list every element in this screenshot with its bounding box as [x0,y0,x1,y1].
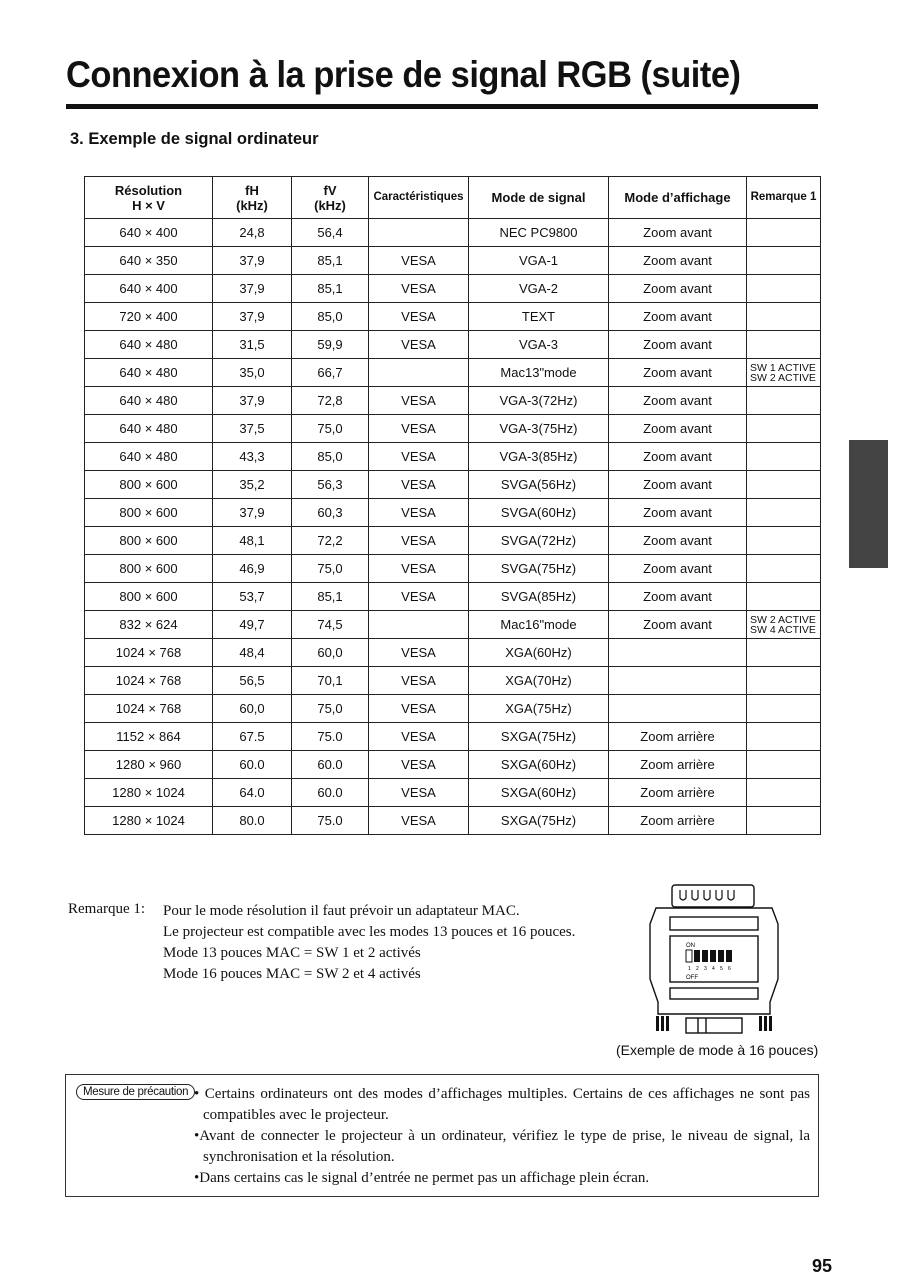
cell-char: VESA [369,275,469,303]
cell-fh: 67.5 [213,723,292,751]
cell-char: VESA [369,303,469,331]
cell-signal: SVGA(60Hz) [469,499,609,527]
cell-fh: 37,9 [213,499,292,527]
cell-char [369,359,469,387]
cell-char: VESA [369,695,469,723]
cell-char: VESA [369,387,469,415]
remark-line: Mode 16 pouces MAC = SW 2 et 4 activés [163,966,421,982]
remark-line: Mode 13 pouces MAC = SW 1 et 2 activés [163,945,421,961]
cell-fv: 59,9 [292,331,369,359]
cell-remark [747,331,821,359]
cell-fh: 64.0 [213,779,292,807]
cell-fv: 72,8 [292,387,369,415]
switch-number: 1 [688,966,691,972]
cell-fh: 46,9 [213,555,292,583]
table-row [85,583,821,611]
cell-res: 640 × 480 [85,331,213,359]
table-row [85,499,821,527]
cell-signal: SVGA(85Hz) [469,583,609,611]
cell-signal: VGA-3(75Hz) [469,415,609,443]
cell-char: VESA [369,247,469,275]
cell-fv: 75,0 [292,695,369,723]
cell-remark [747,667,821,695]
cell-fh: 48,4 [213,639,292,667]
switch-number: 3 [704,966,707,972]
cell-signal: Mac13"mode [469,359,609,387]
table-row [85,471,821,499]
cell-fv: 56,3 [292,471,369,499]
cell-res: 1280 × 960 [85,751,213,779]
table-row [85,387,821,415]
cell-res: 640 × 480 [85,359,213,387]
cell-res: 1152 × 864 [85,723,213,751]
table-row [85,667,821,695]
cell-char: VESA [369,667,469,695]
cell-char: VESA [369,723,469,751]
cell-fh: 56,5 [213,667,292,695]
cell-fv: 70,1 [292,667,369,695]
cell-signal: SXGA(60Hz) [469,751,609,779]
cell-fv: 75,0 [292,415,369,443]
cell-remark [747,303,821,331]
cell-remark [747,639,821,667]
cell-signal: TEXT [469,303,609,331]
col-fh [213,177,292,219]
cell-res: 800 × 600 [85,471,213,499]
cell-signal: VGA-2 [469,275,609,303]
cell-fv: 72,2 [292,527,369,555]
cell-display: Zoom arrière [609,807,747,835]
cell-display: Zoom avant [609,359,747,387]
cell-remark [747,611,821,639]
cell-fh: 37,9 [213,303,292,331]
cell-res: 832 × 624 [85,611,213,639]
cell-signal: SVGA(56Hz) [469,471,609,499]
cell-char: VESA [369,751,469,779]
header-text: (kHz) [236,197,268,213]
table-row [85,331,821,359]
cell-fh: 37,9 [213,387,292,415]
cell-display: Zoom avant [609,275,747,303]
cell-fv: 60,3 [292,499,369,527]
cell-fh: 60.0 [213,751,292,779]
table-row [85,807,821,835]
cell-display: Zoom arrière [609,723,747,751]
cell-remark [747,471,821,499]
table-row [85,247,821,275]
cell-fv: 85,1 [292,247,369,275]
col-characteristics: Caractéristiques [369,177,469,219]
cell-remark [747,387,821,415]
caution-item: •Avant de connecter le projecteur à un ordinateur, vérifiez le type de prise, le niveau de signal, la synchronisation et la résolution. [194,1128,810,1165]
cell-remark [747,219,821,247]
cell-remark [747,415,821,443]
cell-remark [747,723,821,751]
cell-signal: VGA-1 [469,247,609,275]
cell-char: VESA [369,583,469,611]
switch-number: 4 [712,966,715,972]
cell-display: Zoom avant [609,527,747,555]
cell-fv: 85,1 [292,583,369,611]
cell-res: 640 × 350 [85,247,213,275]
cell-fh: 49,7 [213,611,292,639]
cell-char: VESA [369,527,469,555]
table-row [85,751,821,779]
table-row [85,275,821,303]
table-row [85,639,821,667]
cell-fh: 37,5 [213,415,292,443]
cell-remark [747,807,821,835]
cell-res: 800 × 600 [85,527,213,555]
cell-display: Zoom avant [609,611,747,639]
cell-char: VESA [369,555,469,583]
cell-fv: 60.0 [292,779,369,807]
header-text: H × V [132,197,165,213]
cell-char: VESA [369,331,469,359]
cell-remark [747,695,821,723]
col-resolution [85,177,213,219]
signal-table [84,176,821,835]
cell-fh: 31,5 [213,331,292,359]
cell-signal: XGA(60Hz) [469,639,609,667]
cell-res: 1280 × 1024 [85,807,213,835]
cell-remark [747,751,821,779]
cell-res: 800 × 600 [85,583,213,611]
cell-fv: 60.0 [292,751,369,779]
cell-display: Zoom avant [609,443,747,471]
cell-fh: 35,2 [213,471,292,499]
cell-char: VESA [369,639,469,667]
cell-res: 800 × 600 [85,499,213,527]
cell-display: Zoom avant [609,219,747,247]
title-rule [66,104,818,109]
cell-fv: 75.0 [292,723,369,751]
cell-fv: 85,0 [292,443,369,471]
cell-signal: SVGA(72Hz) [469,527,609,555]
cell-display: Zoom avant [609,247,747,275]
cell-fh: 80.0 [213,807,292,835]
on-label: ON [686,943,695,949]
header-text: Résolution [114,182,183,198]
col-fv [292,177,369,219]
cell-display: Zoom avant [609,331,747,359]
cell-fv: 66,7 [292,359,369,387]
col-signal-mode: Mode de signal [469,177,609,219]
cell-signal: XGA(75Hz) [469,695,609,723]
section-heading: 3. Exemple de signal ordinateur [70,130,319,148]
caution-item: • Certains ordinateurs ont des modes d’affichages multiples. Certains de ces affichages ne sont pas compatibles avec le projecteur. [194,1086,810,1123]
table-row [85,219,821,247]
header-text: (kHz) [314,197,346,213]
cell-display: Zoom avant [609,471,747,499]
cell-fh: 37,9 [213,247,292,275]
cell-res: 1024 × 768 [85,639,213,667]
table-row [85,415,821,443]
cell-char: VESA [369,779,469,807]
switch-number: 6 [728,966,731,972]
cell-res: 640 × 480 [85,443,213,471]
cell-char: VESA [369,415,469,443]
cell-res: 640 × 480 [85,387,213,415]
table-row [85,359,821,387]
cell-fv: 75,0 [292,555,369,583]
cell-fv: 85,1 [292,275,369,303]
cell-fh: 43,3 [213,443,292,471]
caution-list [194,1084,810,1189]
table-row [85,555,821,583]
cell-remark [747,527,821,555]
cell-fv: 75.0 [292,807,369,835]
cell-fh: 35,0 [213,359,292,387]
cell-res: 640 × 400 [85,275,213,303]
mac-adapter-illustration [646,884,782,1034]
cell-remark [747,443,821,471]
cell-fh: 53,7 [213,583,292,611]
cell-remark [747,499,821,527]
caution-badge: Mesure de précaution [76,1084,195,1100]
cell-display: Zoom avant [609,555,747,583]
cell-remark [747,247,821,275]
cell-signal: NEC PC9800 [469,219,609,247]
cell-fv: 60,0 [292,639,369,667]
cell-res: 1024 × 768 [85,695,213,723]
cell-display: Zoom avant [609,415,747,443]
col-display-mode: Mode d’affichage [609,177,747,219]
cell-char [369,611,469,639]
cell-remark [747,359,821,387]
switch-number: 2 [696,966,699,972]
cell-char: VESA [369,807,469,835]
cell-remark [747,779,821,807]
cell-char: VESA [369,471,469,499]
table-header-row [85,177,821,219]
cell-fv: 56,4 [292,219,369,247]
cell-signal: SXGA(75Hz) [469,807,609,835]
cell-fv: 74,5 [292,611,369,639]
cell-res: 720 × 400 [85,303,213,331]
page-title: Connexion à la prise de signal RGB (suite) [66,54,741,95]
cell-display [609,695,747,723]
cell-display: Zoom avant [609,303,747,331]
cell-display: Zoom avant [609,387,747,415]
remark-text: SW 1 ACTIVE [750,361,816,374]
cell-signal: Mac16"mode [469,611,609,639]
remark-line: Pour le mode résolution il faut prévoir un adaptateur MAC. [163,903,520,919]
table-row [85,723,821,751]
remark-text: SW 2 ACTIVE [750,371,816,384]
remark-text [163,901,575,985]
cell-res: 640 × 480 [85,415,213,443]
remark-line: Le projecteur est compatible avec les modes 13 pouces et 16 pouces. [163,924,576,940]
off-label: OFF [686,975,698,981]
cell-char: VESA [369,499,469,527]
cell-display [609,639,747,667]
table-row [85,443,821,471]
cell-signal: VGA-3(72Hz) [469,387,609,415]
cell-display: Zoom avant [609,583,747,611]
cell-char: VESA [369,443,469,471]
cell-signal: VGA-3(85Hz) [469,443,609,471]
side-tab [849,440,888,568]
cell-signal: SVGA(75Hz) [469,555,609,583]
header-text: fH [245,182,259,198]
page-number: 95 [812,1256,833,1276]
cell-fh: 24,8 [213,219,292,247]
remark-text: SW 4 ACTIVE [750,623,816,636]
cell-fh: 37,9 [213,275,292,303]
cell-fh: 48,1 [213,527,292,555]
remark-label: Remarque 1: [68,901,146,917]
cell-signal: SXGA(60Hz) [469,779,609,807]
switch-number: 5 [720,966,723,972]
cell-display: Zoom avant [609,499,747,527]
table-row [85,779,821,807]
cell-display: Zoom arrière [609,751,747,779]
table-row [85,611,821,639]
dip-switches [686,950,732,962]
col-remark: Remarque 1 [747,177,821,219]
cell-char [369,219,469,247]
cell-display: Zoom arrière [609,779,747,807]
cell-signal: SXGA(75Hz) [469,723,609,751]
adapter-caption: (Exemple de mode à 16 pouces) [616,1042,819,1058]
cell-fh: 60,0 [213,695,292,723]
header-text: fV [323,182,337,198]
cell-remark [747,555,821,583]
cell-signal: VGA-3 [469,331,609,359]
cell-fv: 85,0 [292,303,369,331]
table-row [85,695,821,723]
caution-box [65,1074,819,1197]
cell-remark [747,275,821,303]
cell-res: 800 × 600 [85,555,213,583]
caution-item: •Dans certains cas le signal d’entrée ne permet pas un affichage plein écran. [194,1170,650,1186]
remark-text: SW 2 ACTIVE [750,613,816,626]
cell-signal: XGA(70Hz) [469,667,609,695]
cell-res: 1280 × 1024 [85,779,213,807]
table-row [85,303,821,331]
cell-display [609,667,747,695]
table-row [85,527,821,555]
cell-res: 640 × 400 [85,219,213,247]
cell-res: 1024 × 768 [85,667,213,695]
cell-remark [747,583,821,611]
